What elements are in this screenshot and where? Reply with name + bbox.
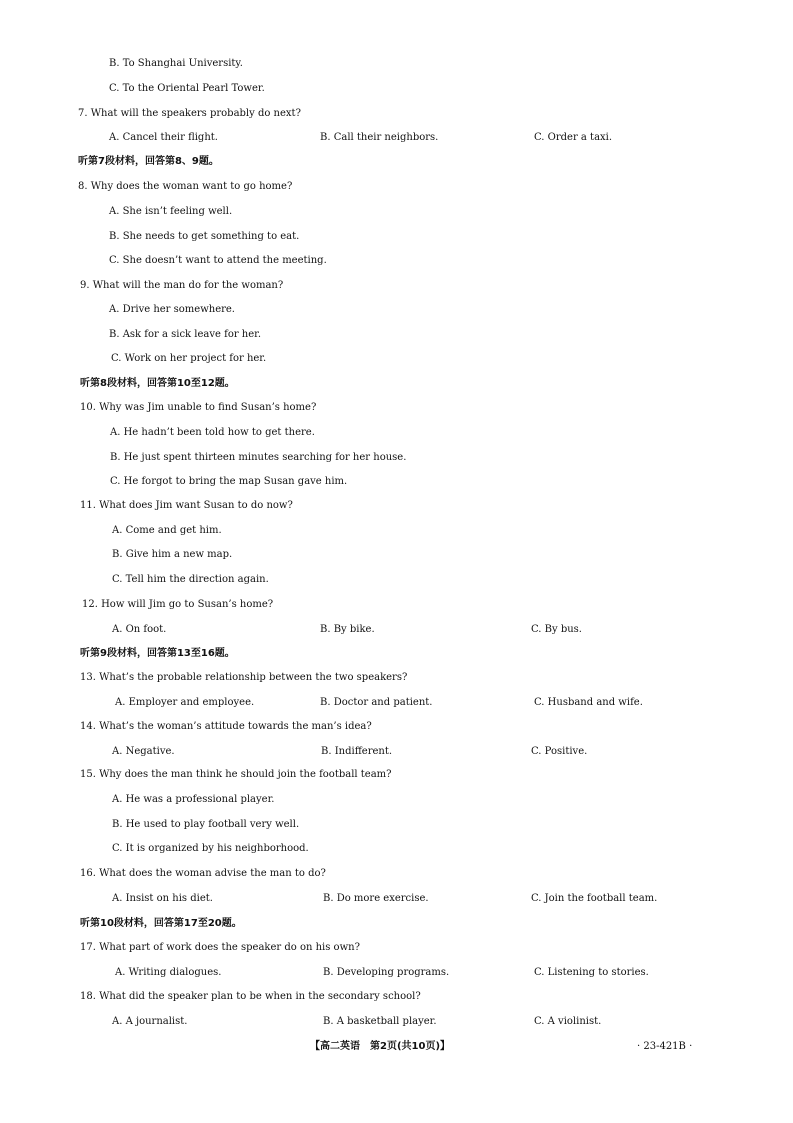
option-18b: B. A basketball player. (323, 1016, 437, 1027)
paper-code: · 23-421B · (637, 1041, 693, 1052)
section-header-8: 听第8段材料，回答第10至12题。 (80, 378, 235, 389)
option-18c: C. A violinist. (534, 1016, 602, 1027)
option-13a: A. Employer and employee. (115, 697, 255, 708)
question-11: 11. What does Jim want Susan to do now? (80, 500, 293, 511)
option-13b: B. Doctor and patient. (320, 697, 433, 708)
option-16c: C. Join the football team. (531, 893, 658, 904)
option-7a: A. Cancel their flight. (109, 132, 218, 143)
option-8c: C. She doesn’t want to attend the meeting. (109, 255, 327, 266)
option-12b: B. By bike. (320, 624, 375, 635)
option-7b: B. Call their neighbors. (320, 132, 439, 143)
question-9: 9. What will the man do for the woman? (80, 280, 284, 291)
question-17: 17. What part of work does the speaker do on his own? (80, 942, 360, 953)
option-15b: B. He used to play football very well. (112, 819, 300, 830)
option-10b: B. He just spent thirteen minutes searching for her house. (110, 452, 407, 463)
question-12: 12. How will Jim go to Susan’s home? (82, 599, 274, 610)
page-footer: 【高二英语 第2页(共10页)】 (310, 1041, 451, 1052)
option-7c: C. Order a taxi. (534, 132, 613, 143)
option-16b: B. Do more exercise. (323, 893, 429, 904)
option-11a: A. Come and get him. (112, 525, 222, 536)
question-7: 7. What will the speakers probably do next? (78, 108, 301, 119)
option-17a: A. Writing dialogues. (115, 967, 222, 978)
option-8a: A. She isn’t feeling well. (109, 206, 233, 217)
option-9b: B. Ask for a sick leave for her. (109, 329, 262, 340)
question-16: 16. What does the woman advise the man to do? (80, 868, 326, 879)
section-header-10: 听第10段材料，回答第17至20题。 (80, 918, 242, 929)
option-6c: C. To the Oriental Pearl Tower. (109, 83, 265, 94)
section-header-9: 听第9段材料，回答第13至16题。 (80, 648, 235, 659)
option-14b: B. Indifferent. (321, 746, 393, 757)
option-16a: A. Insist on his diet. (112, 893, 213, 904)
option-12c: C. By bus. (531, 624, 582, 635)
question-18: 18. What did the speaker plan to be when in the secondary school? (80, 991, 421, 1002)
question-14: 14. What’s the woman’s attitude towards the man’s idea? (80, 721, 372, 732)
option-17b: B. Developing programs. (323, 967, 450, 978)
option-8b: B. She needs to get something to eat. (109, 231, 300, 242)
option-15a: A. He was a professional player. (112, 794, 275, 805)
option-9a: A. Drive her somewhere. (109, 304, 235, 315)
option-14a: A. Negative. (112, 746, 175, 757)
question-10: 10. Why was Jim unable to find Susan’s home? (80, 402, 317, 413)
section-header-7: 听第7段材料，回答第8、9题。 (78, 156, 219, 167)
question-8: 8. Why does the woman want to go home? (78, 181, 293, 192)
option-6b: B. To Shanghai University. (109, 58, 243, 69)
option-18a: A. A journalist. (112, 1016, 188, 1027)
option-12a: A. On foot. (112, 624, 167, 635)
question-15: 15. Why does the man think he should join the football team? (80, 769, 392, 780)
option-10a: A. He hadn’t been told how to get there. (110, 427, 315, 438)
option-10c: C. He forgot to bring the map Susan gave him. (110, 476, 348, 487)
option-17c: C. Listening to stories. (534, 967, 649, 978)
option-15c: C. It is organized by his neighborhood. (112, 843, 309, 854)
question-13: 13. What’s the probable relationship between the two speakers? (80, 672, 408, 683)
option-14c: C. Positive. (531, 746, 588, 757)
option-11b: B. Give him a new map. (112, 549, 233, 560)
option-11c: C. Tell him the direction again. (112, 574, 269, 585)
option-9c: C. Work on her project for her. (111, 353, 267, 364)
option-13c: C. Husband and wife. (534, 697, 643, 708)
